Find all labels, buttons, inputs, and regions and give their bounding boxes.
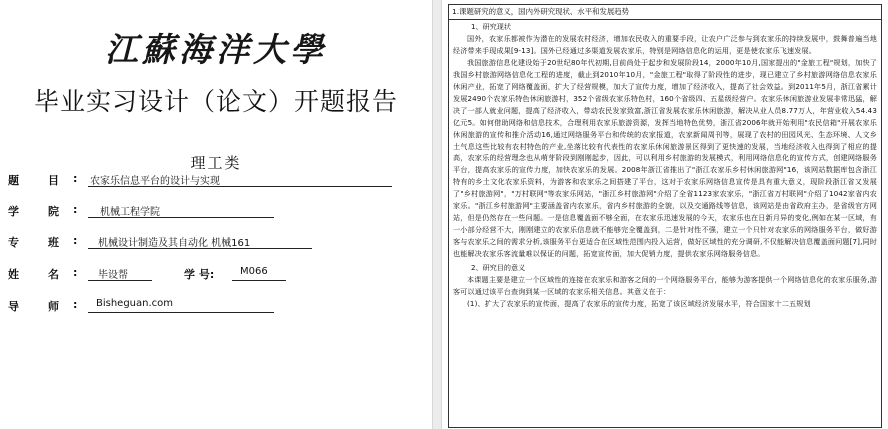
field-name xyxy=(8,266,428,284)
paragraph-purpose: 本课题主要是建立一个区域性的连接在农家乐和游客之间的一个网络服务平台，能够为游客提供一个网络信息化的农家乐服务,游客可以通过该平台查询到某一区域的农家乐相关信息。其意义在于： xyxy=(453,275,877,296)
field-colon: : xyxy=(73,234,78,247)
field-label-char: 院 xyxy=(48,205,59,218)
field-underline xyxy=(232,280,286,281)
field-title xyxy=(8,172,428,190)
subsection-title: 2、研究目的意义 xyxy=(471,263,526,273)
report-section-header: 1.课题研究的意义，国内外研究现状、水平和发展趋势 xyxy=(449,5,881,20)
field-value-class: 机械设计制造及其自动化 机械161 xyxy=(98,238,251,249)
category-label: 理工类 xyxy=(190,154,242,172)
field-label-student-id: 学 号: xyxy=(184,268,215,281)
report-frame xyxy=(448,4,882,428)
field-label-char: 师 xyxy=(48,300,59,313)
report-body xyxy=(449,20,881,310)
field-label-char: 学 xyxy=(8,205,19,218)
field-label-char: 姓 xyxy=(8,268,19,281)
field-colon: : xyxy=(73,172,78,185)
field-underline xyxy=(88,186,392,187)
field-underline xyxy=(88,280,152,281)
paragraph-significance-1: (1)、扩大了农家乐的宣传面，提高了农家乐的宣传力度，拓宽了该区域经济发展水平，符合国家十二五规划 xyxy=(467,298,811,308)
field-advisor xyxy=(8,298,428,316)
field-label-char: 题 xyxy=(8,174,19,187)
field-underline xyxy=(88,312,274,313)
paragraph-domestic-status: 我国旅游信息化建设始于20世纪80年代初期,目前尚处于起步和发展阶段14，2000年10月,国家提出的"金旅工程"规划，加快了我国乡村旅游网络信息化工程的进度，截止到2010年10月，"金旅工程"取得了阶段性的进步，现已建立了乡村旅游网络信息农家乐休闲产业，拓宽了网络覆盖面，扩大了经营规模，加大了宣传力度，增加了经济收入，提高了社会效益。到2011年5月，浙江省累计发展2490个农家乐特色休闲旅游村，352个省级农家乐特色村，160个省级四、五星级经营户。农家乐休闲旅游业发展非常迅猛，解决了一部人就业问题，提高了经济收入，带动农民发家致富,浙江省发展农家乐休闲旅游，解决从业人员8.77万人，年营业收入54.43亿元5。如何借助网络和信息技术，合理利用农家乐旅游资源，发挥当地特色优势，浙江省2006年就开始利用"农民信箱"开展农家乐休闲旅游的宣传和推介活动16,通过网络服务平台和传统的农家报道，农家新闻周刊等，展现了农村的田园风光、生态环境、人文乡土气息这些比较有农村特色的产业,坐落比较有代表性的农家乐休闲旅游景区得到了更快速的发展，当地经济收入也得到了相应的提高，农家乐的经营理念也从萌芽阶段到刚刚起步，因此，可以利用乡村旅游的发展模式，利用网络信息化的宣传方式，创建网络服务平台，提高农家乐的宣传力度，加快农家乐的发展。2008年浙江省推出了"浙江农家乐乡村休闲旅游网"16，该网站数据库包含浙江特有的乡土文化农家乐资料，为游客和农家乐之间搭建了平台，这对于农家乐网络信息宣传是具有重大意义，现阶段浙江省又发展了"乡村旅游网"，"万村联网"等农家乐网站，"浙江乡村旅游网"介绍了全省1123家农家乐，"浙江省万村联网"介绍了1042家省内农家乐。"浙江乡村旅游网"主要涵盖省内农家乐，省内乡村旅游的全貌，以及交通路线等信息，该网站是由省政府主办，是省级官方网站，但是仍然存在一些问题。一是信息覆盖面不够全面，在农家乐迅速发展的今天，农家乐也在日新月异的变化,例如在某一区域，有一小部分经营不大，刚刚建立的农家乐信息就不能够完全覆盖到，二是针对性不强，建立一个只针对农家乐的网络服务平台，做好游客与农家乐之间的需求分析,该服务平台更适合在区域性范围内投入运营，做好区域性的充分调研,不仅能解决信息覆盖面问题[7],同时也能解决农家乐客流量难以保证的问题，拓宽宣传面，加大促销力度，提供农家乐网络服务信息。 xyxy=(453,57,877,259)
university-logo-text: 江蘇海洋大學 xyxy=(105,30,327,69)
report-title: 毕业实习设计（论文）开题报告 xyxy=(33,87,398,116)
field-label-char: 班 xyxy=(48,236,59,249)
field-label-char: 专 xyxy=(8,236,19,249)
field-underline xyxy=(88,248,312,249)
field-label-char: 名 xyxy=(48,268,59,281)
field-colon: : xyxy=(73,298,78,311)
page-gutter xyxy=(432,0,442,429)
field-college xyxy=(8,203,428,221)
field-underline xyxy=(88,217,274,218)
field-value-title: 农家乐信息平台的设计与实现 xyxy=(90,176,220,187)
field-value-student-id: M066 xyxy=(240,266,268,277)
subsection-title: 1、研究现状 xyxy=(471,22,511,31)
field-label-char: 导 xyxy=(8,300,19,313)
field-value-name: 毕设帮 xyxy=(98,270,128,281)
paragraph-foreign-status: 国外，农家乐都被作为潜在的发展农村经济，增加农民收入的重要手段，让农户广泛参与到农家乐的持续发展中，鼓舞普遍当地经济带来手现成果[9-13]。国外已经通过多渠道发展农家乐，特别是网络信息化的运用，更是使农家乐飞速发展。 xyxy=(453,33,877,55)
field-value-college: 机械工程学院 xyxy=(100,207,160,218)
field-colon: : xyxy=(73,266,78,279)
field-label-char: 目 xyxy=(48,174,59,187)
field-value-advisor: Bisheguan.com xyxy=(96,298,174,309)
field-class xyxy=(8,234,428,252)
field-colon: : xyxy=(73,203,78,216)
